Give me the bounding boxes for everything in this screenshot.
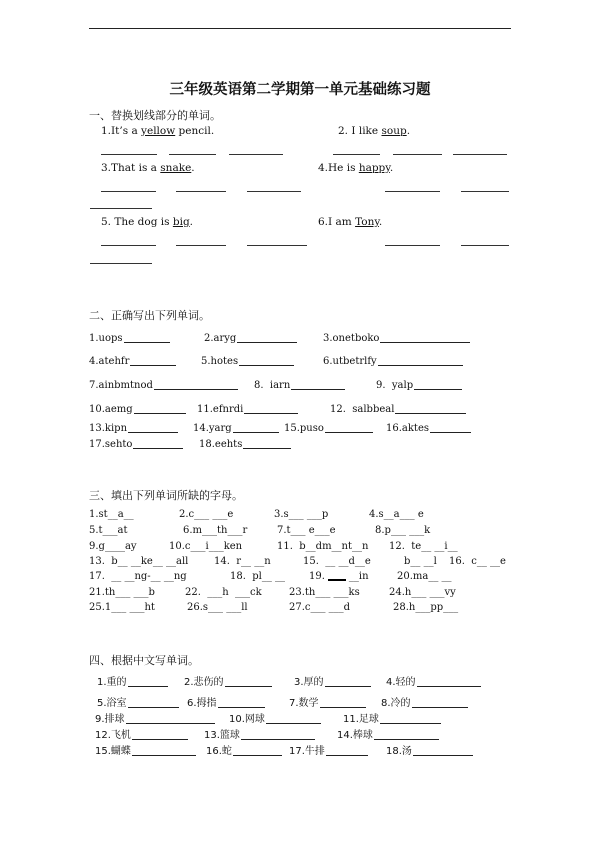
s3-item: 4.s__a___ e <box>369 509 424 520</box>
s3-item: 18. pl__ __ <box>230 571 286 582</box>
s4-item: 6.拇指 <box>187 697 265 710</box>
page-title: 三年级英语第二学期第一单元基础练习题 <box>169 82 431 98</box>
s3-item: 15. __ __d__e <box>303 556 371 567</box>
s3-item: 16. c__ __e <box>449 556 506 567</box>
s3-item: 13. b__ __ke__ __all <box>89 556 189 567</box>
s4-item: 13.篮球 <box>204 729 315 742</box>
s3-item: 25.1___ ___ht <box>89 602 155 613</box>
s2-item: 7.ainbmtnod <box>89 379 238 392</box>
answer-blank[interactable] <box>247 191 301 192</box>
s3-item: 22. ___h ___ck <box>185 587 262 598</box>
s1-question-5: 5. The dog is big. <box>101 216 194 228</box>
s3-item: 14. r__ __n <box>214 556 271 567</box>
s2-item: 10.aemg <box>89 403 186 416</box>
s2-item: 6.utbetrlfy <box>323 355 463 368</box>
s3-item: 23.th___ ___ks <box>289 587 360 598</box>
s3-item: 7.t___ e___e <box>277 525 336 536</box>
s3-item: 8.p___ ___k <box>375 525 431 536</box>
s3-item: 12. te__ __i__ <box>389 541 458 552</box>
answer-blank[interactable] <box>385 191 440 192</box>
answer-blank[interactable] <box>461 245 509 246</box>
s3-item: b__ __l <box>404 556 437 567</box>
s4-item: 16.蛇 <box>206 745 282 758</box>
s4-item: 4.轻的 <box>386 676 481 689</box>
s4-item: 7.数学 <box>289 697 366 710</box>
s3-item: 19. __in <box>309 571 369 582</box>
s3-item: 26.s___ ___ll <box>187 602 248 613</box>
answer-blank[interactable] <box>229 154 283 155</box>
s2-item: 5.hotes <box>201 355 294 368</box>
s2-item: 15.puso <box>284 422 373 435</box>
s2-item: 12. salbbeal <box>330 403 466 416</box>
s1-question-6: 6.I am Tony. <box>318 216 383 228</box>
s3-item: 2.c___ ___e <box>179 509 234 520</box>
s3-item: 27.c___ ___d <box>289 602 351 613</box>
s3-item: 3.s___ ___p <box>274 509 329 520</box>
s4-item: 3.厚的 <box>294 676 371 689</box>
s2-item: 16.aktes <box>386 422 471 435</box>
s2-item: 13.kipn <box>89 422 178 435</box>
s4-item: 12.飞机 <box>95 729 188 742</box>
s3-item: 28.h___pp___ <box>393 602 459 613</box>
answer-blank[interactable] <box>385 245 440 246</box>
section4-heading: 四、根据中文写单词。 <box>89 654 199 667</box>
answer-blank[interactable] <box>333 154 380 155</box>
s4-item: 2.悲伤的 <box>184 676 272 689</box>
s4-item: 10.网球 <box>229 713 321 726</box>
s4-item: 14.棒球 <box>337 729 439 742</box>
top-rule <box>89 28 511 29</box>
answer-blank[interactable] <box>90 263 152 264</box>
s4-item: 1.重的 <box>97 676 168 689</box>
s4-item: 15.蝴蝶 <box>95 745 196 758</box>
s4-item: 8.冷的 <box>381 697 468 710</box>
s3-item: 24.h___ ___vy <box>389 587 456 598</box>
s3-item: 5.t___at <box>89 525 128 536</box>
s2-item: 1.uops <box>89 332 170 345</box>
s3-item: 11. b__dm__nt__n <box>277 541 369 552</box>
s3-item: 20.ma__ __ <box>397 571 452 582</box>
answer-blank[interactable] <box>247 245 307 246</box>
answer-blank[interactable] <box>176 245 226 246</box>
s4-item: 18.汤 <box>386 745 473 758</box>
s3-item: 21.th___ ___b <box>89 587 155 598</box>
answer-blank[interactable] <box>393 154 442 155</box>
answer-blank[interactable] <box>101 154 157 155</box>
s2-item: 3.onetboko <box>323 332 470 345</box>
s1-question-4: 4.He is happy. <box>318 162 394 174</box>
s3-item: 17. __ __ng-__ __ng <box>89 571 187 582</box>
s1-question-2: 2. I like soup. <box>338 125 411 137</box>
s2-item: 2.aryg <box>204 332 297 345</box>
section2-heading: 二、正确写出下列单词。 <box>89 309 210 322</box>
s2-item: 11.efnrdi <box>197 403 298 416</box>
answer-blank[interactable] <box>453 154 507 155</box>
s2-item: 9. yalp <box>376 379 462 392</box>
s2-item: 17.sehto <box>89 438 183 451</box>
s2-item: 8. iarn <box>254 379 345 392</box>
s3-item: 9.g____ay <box>89 541 137 552</box>
s3-item: 6.m___th___r <box>183 525 248 536</box>
s2-item: 14.yarg <box>193 422 279 435</box>
section3-heading: 三、填出下列单词所缺的字母。 <box>89 489 243 502</box>
s3-item: 1.st__a__ <box>89 509 134 520</box>
s4-item: 17.牛排 <box>289 745 368 758</box>
s1-question-1: 1.It’s a yellow pencil. <box>101 125 215 137</box>
s4-item: 5.浴室 <box>97 697 179 710</box>
s4-item: 9.排球 <box>95 713 215 726</box>
section1-heading: 一、替换划线部分的单词。 <box>89 109 221 122</box>
answer-blank[interactable] <box>176 191 226 192</box>
answer-blank[interactable] <box>461 191 509 192</box>
answer-blank[interactable] <box>101 191 156 192</box>
answer-blank[interactable] <box>169 154 216 155</box>
s2-item: 18.eehts <box>199 438 291 451</box>
s3-item: 10.c___i___ken <box>169 541 243 552</box>
s4-item: 11.足球 <box>343 713 441 726</box>
answer-blank[interactable] <box>90 208 152 209</box>
s2-item: 4.atehfr <box>89 355 176 368</box>
answer-blank[interactable] <box>101 245 156 246</box>
s1-question-3: 3.That is a snake. <box>101 162 195 174</box>
